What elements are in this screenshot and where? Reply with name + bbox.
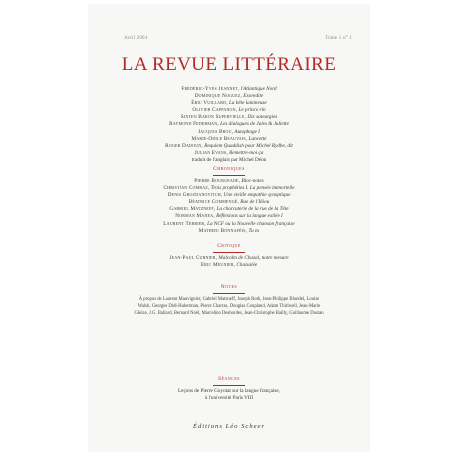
section-rule bbox=[213, 175, 245, 176]
seances-line: Leçons de Pierre Guyotat sur la langue française, bbox=[178, 388, 280, 394]
chronique-item: Gabriel Matzneff, La charcuterie de la rue de la Tête bbox=[169, 206, 289, 213]
contents-item: Éric Vuillard, La bête lamineuse bbox=[191, 100, 267, 107]
section-rule bbox=[213, 385, 245, 386]
chronique-item: Norman Manea, Réflexions sur la langue exilée I bbox=[175, 213, 283, 220]
contents-item: Dominique Noguez, Exoredite bbox=[194, 93, 264, 100]
section-rule bbox=[213, 293, 245, 294]
issue-number: Tome 1 n° 1 bbox=[325, 36, 352, 41]
chronique-item: Denis Grozdanovitch, Une vieille empathie synoptique bbox=[167, 192, 291, 199]
issue-date: Avril 2004 bbox=[124, 36, 148, 41]
review-title: LA REVUE LITTÉRAIRE bbox=[121, 54, 337, 75]
contents-item: Raymond Federman, Les dialogues de Jules & Juliette bbox=[169, 121, 289, 128]
chronique-item: Laurent Terrier, La NCF ou la Nouvelle chanson française bbox=[163, 220, 295, 227]
contents-item: Jacques Brou, Autophage I bbox=[198, 128, 260, 135]
section-notes-heading: Notes bbox=[220, 284, 238, 290]
publisher-name: Éditions Léo Scheer bbox=[192, 423, 266, 430]
section-seances-heading: Séances bbox=[217, 376, 241, 382]
chroniques-list bbox=[88, 178, 370, 235]
contents-item: Frédéric-Yves Jeannet, l'Atlantique Nord bbox=[181, 86, 277, 92]
book-cover bbox=[88, 4, 370, 452]
critique-item: Jean-Paul Curnier, Malcolm de Chazal, notre mesure bbox=[169, 255, 289, 261]
contents-item: Roger Dadoun, Requiem Quaddish pour Michel Rydbe, dit bbox=[165, 142, 293, 149]
section-critique-heading: Critique bbox=[217, 243, 241, 249]
chronique-item: Christian Combaz, Trois prophéties I. La pensée immortelle bbox=[163, 185, 295, 192]
chronique-item: Mathieu Bonnaféis, Tu es bbox=[198, 227, 260, 234]
contents-list bbox=[88, 86, 370, 164]
notes-text: À propos de Laurent Mauvignier, Gabriel Matzneff, Joseph Roth, Jean-Philippe Blondel, Louise Walsh, Georges Didi-Huberman, Pierre Charras, Douglas Coupland, Adam Thirlwell, Jean-Marie Gleize, J.G. Ballard, Bernard Noël, Marcelino Desbordes, Jean-Christophe Bailly, Guillaume Dustan bbox=[134, 297, 324, 316]
contents-item: Julian Evans, Remettre-moi ça bbox=[194, 149, 264, 156]
chronique-item: Béatrice Commengé, Rue de l'Ilôou bbox=[188, 199, 270, 206]
translator-note: traduit de l'anglais par Michel Déon bbox=[191, 156, 267, 163]
critique-list bbox=[88, 255, 370, 269]
contents-item: Marie-Odile Beauvais, Lancette bbox=[191, 135, 267, 142]
contents-item: Olivier Cappanon, Le prince rin bbox=[192, 107, 266, 114]
section-rule bbox=[213, 252, 245, 253]
critique-item: Eric Meunier, Chaisalée bbox=[200, 262, 258, 269]
chronique-item: Pierre Bourgeade, Bloc-notes bbox=[194, 178, 264, 184]
seances-text bbox=[88, 388, 370, 402]
contents-item: Sixten Baron Supervielle, Dix suteurgies bbox=[180, 114, 278, 121]
section-chroniques-heading: Chroniques bbox=[213, 166, 245, 172]
seances-line: à l'université Paris VIII bbox=[204, 395, 254, 402]
